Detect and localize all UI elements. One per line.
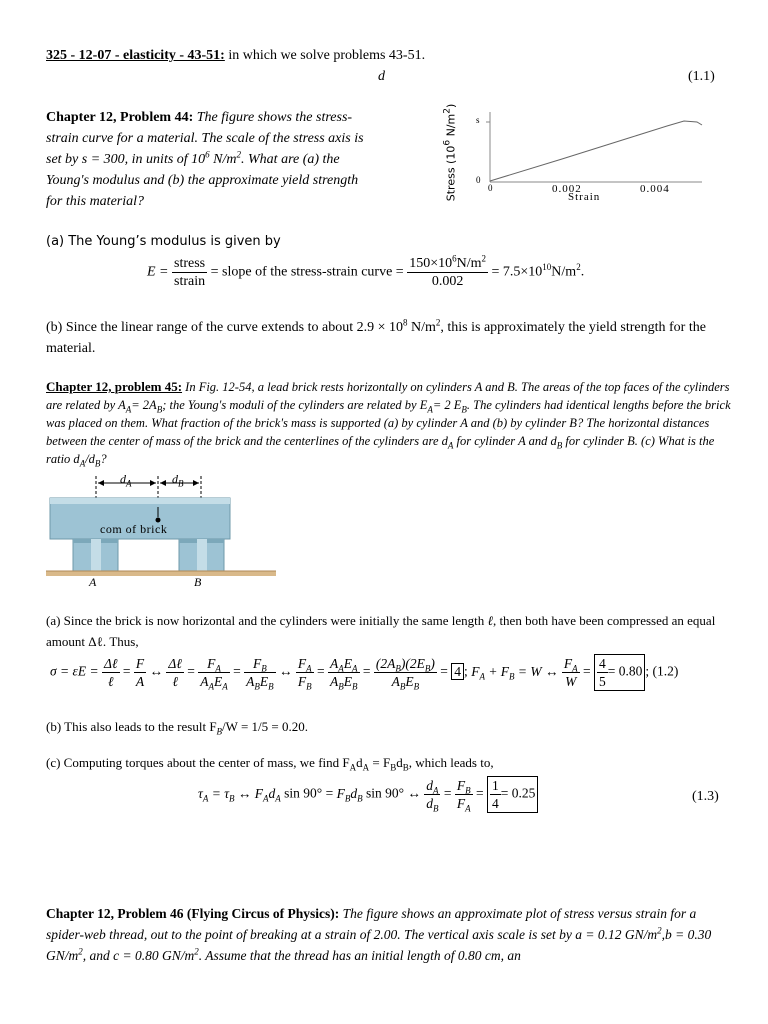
ytick-label-0: 0 — [476, 175, 481, 185]
ground — [46, 571, 276, 576]
problem-46-heading: Chapter 12, Problem 46 (Flying Circus of Physics): — [46, 906, 340, 921]
xtick-label-0002: 0.002 — [552, 183, 582, 195]
boxed-result-4: 4 — [451, 663, 464, 680]
y-axis-label: Stress ($10^6$ $N/m^2$) — [442, 103, 458, 202]
label-A: A — [89, 575, 97, 589]
equation-1-2: σ = εE = $\frac{\text{Δℓ}}{\text{ℓ}}$ = $\frac{F}{A}$ ↔ $\frac{\text{Δℓ}}{\text{ℓ}}$ = $\frac{F_A}{A_AE_A}$ = $\frac{F_B}{A_BE_B}$ ↔ $\frac{F_A}{F_B}$ = $\frac{A_AE_A}{A_BE_B}$ = $\frac{(2A_B)(2E_B)}{A_BE_B}$ = 4 ; $F_A + F_B = W$ ↔ $\frac{F_A}{W}$ = $\frac{4}{5}$ = 0.80 ; (1.2) — [50, 656, 679, 692]
xtick-label-0004: 0.004 — [640, 183, 670, 195]
equation-d: d — [378, 69, 385, 84]
equation-number-1-3: (1.3) — [692, 789, 719, 804]
problem-46-statement: Chapter 12, Problem 46 (Flying Circus of Physics): The figure shows an approximate plot of stress versus strain for a spider-web thread, out to the point of breaking at a strain of 2.00. The vertical axis scale is set by a = 0.12 $GN/m^2,b = 0.30$ $GN/m^2$, and c = 0.80 $GN/m^2$. Assume that the thread has an initial length of 0.80 cm, an — [46, 906, 712, 963]
problem-44-statement: Chapter 12, Problem 44: The figure shows the stress-strain curve for a material. The scale of the stress axis is set by s = 300, in units of $10^6$ $N/m^2$. What are (a) the Young's modulus and (b) the approximate yield strength for this material? — [46, 110, 364, 209]
equation-1-3: $\tau_A = \tau_B$ ↔ $F_Ad_A$ $\sin 90^\circ = F_Bd_B$ sin 90° ↔ $\frac{d_A}{d_B}$ = $\frac{F_B}{F_A}$ = $\frac{1}{4}$ = 0.25 — [198, 776, 538, 813]
p45-part-b: (b) This also leads to the result $F_B/W = 1/5 = 0.20$. — [46, 719, 308, 737]
problem-44-heading: Chapter 12, Problem 44: — [46, 110, 194, 125]
label-dA: $d_A$ — [120, 472, 132, 489]
p45-part-a-text: (a) Since the brick is now horizontal and the cylinders were initially the same length ℓ, then both have been compressed an equal amount Δℓ. Thus, — [46, 613, 716, 649]
equation-number: (1.1) — [688, 69, 715, 84]
label-com-of-brick: com of brick — [100, 522, 168, 536]
x-axis-label: Strain — [568, 191, 601, 203]
header-line — [46, 45, 736, 66]
brick-figure — [46, 472, 276, 590]
p44-part-b: (b) Since the linear range of the curve extends to about $2.9 \times 10^8$ $N/m^2$, this is approximately the yield strength for the material. — [46, 317, 706, 356]
boxed-result-0-25: $\frac{1}{4}$ = 0.25 — [487, 776, 538, 813]
stress-strain-figure — [412, 104, 712, 204]
stress-strain-curve — [490, 121, 702, 181]
problem-45-heading: Chapter 12, problem 45: — [46, 379, 183, 394]
label-dB: $d_B$ — [172, 472, 184, 489]
xtick-label-0: 0 — [488, 183, 493, 193]
p45-part-c: (c) Computing torques about the center of mass, we find $F_Ad_A = F_Bd_B$, which leads to, — [46, 755, 494, 773]
problem-45-statement: Chapter 12, problem 45: In Fig. 12-54, a lead brick rests horizontally on cylinders A and B. The areas of the top faces of the cylinders are related by $A_A= 2A_B$; the Young's moduli of the cylinders are related by $E_A= 2$ $E_B$. The cylinders had identical lengths before the brick was placed on them. What fraction of the brick's mass is supported (a) by cylinder A and (b) by cylinder B? The horizontal distances between the center of mass of the brick and the centerlines of the cylinders are $d_A$ for cylinder A and $d_B$ for cylinder B. (c) What is the ratio $d_A/d_B$? — [46, 379, 731, 469]
p44-part-a-intro: (a) The Young’s modulus is given by — [46, 234, 281, 249]
doc-subtitle: in which we solve problems 43-51. — [224, 48, 426, 63]
ytick-label-s: s — [476, 115, 480, 125]
label-B: B — [194, 575, 202, 589]
doc-title: 325 - 12-07 - elasticity - 43-51: — [46, 48, 225, 63]
boxed-result-0-80: $\frac{4}{5}$ = 0.80 — [594, 654, 645, 691]
youngs-modulus-equation: E = $\frac{\text{stress}}{\text{strain}}$ = slope of the stress-strain curve = $\frac{150\times 10^6N/m^2}{0.002}$ = $7.5\times 10^{10}N/m^2$. — [147, 253, 585, 289]
